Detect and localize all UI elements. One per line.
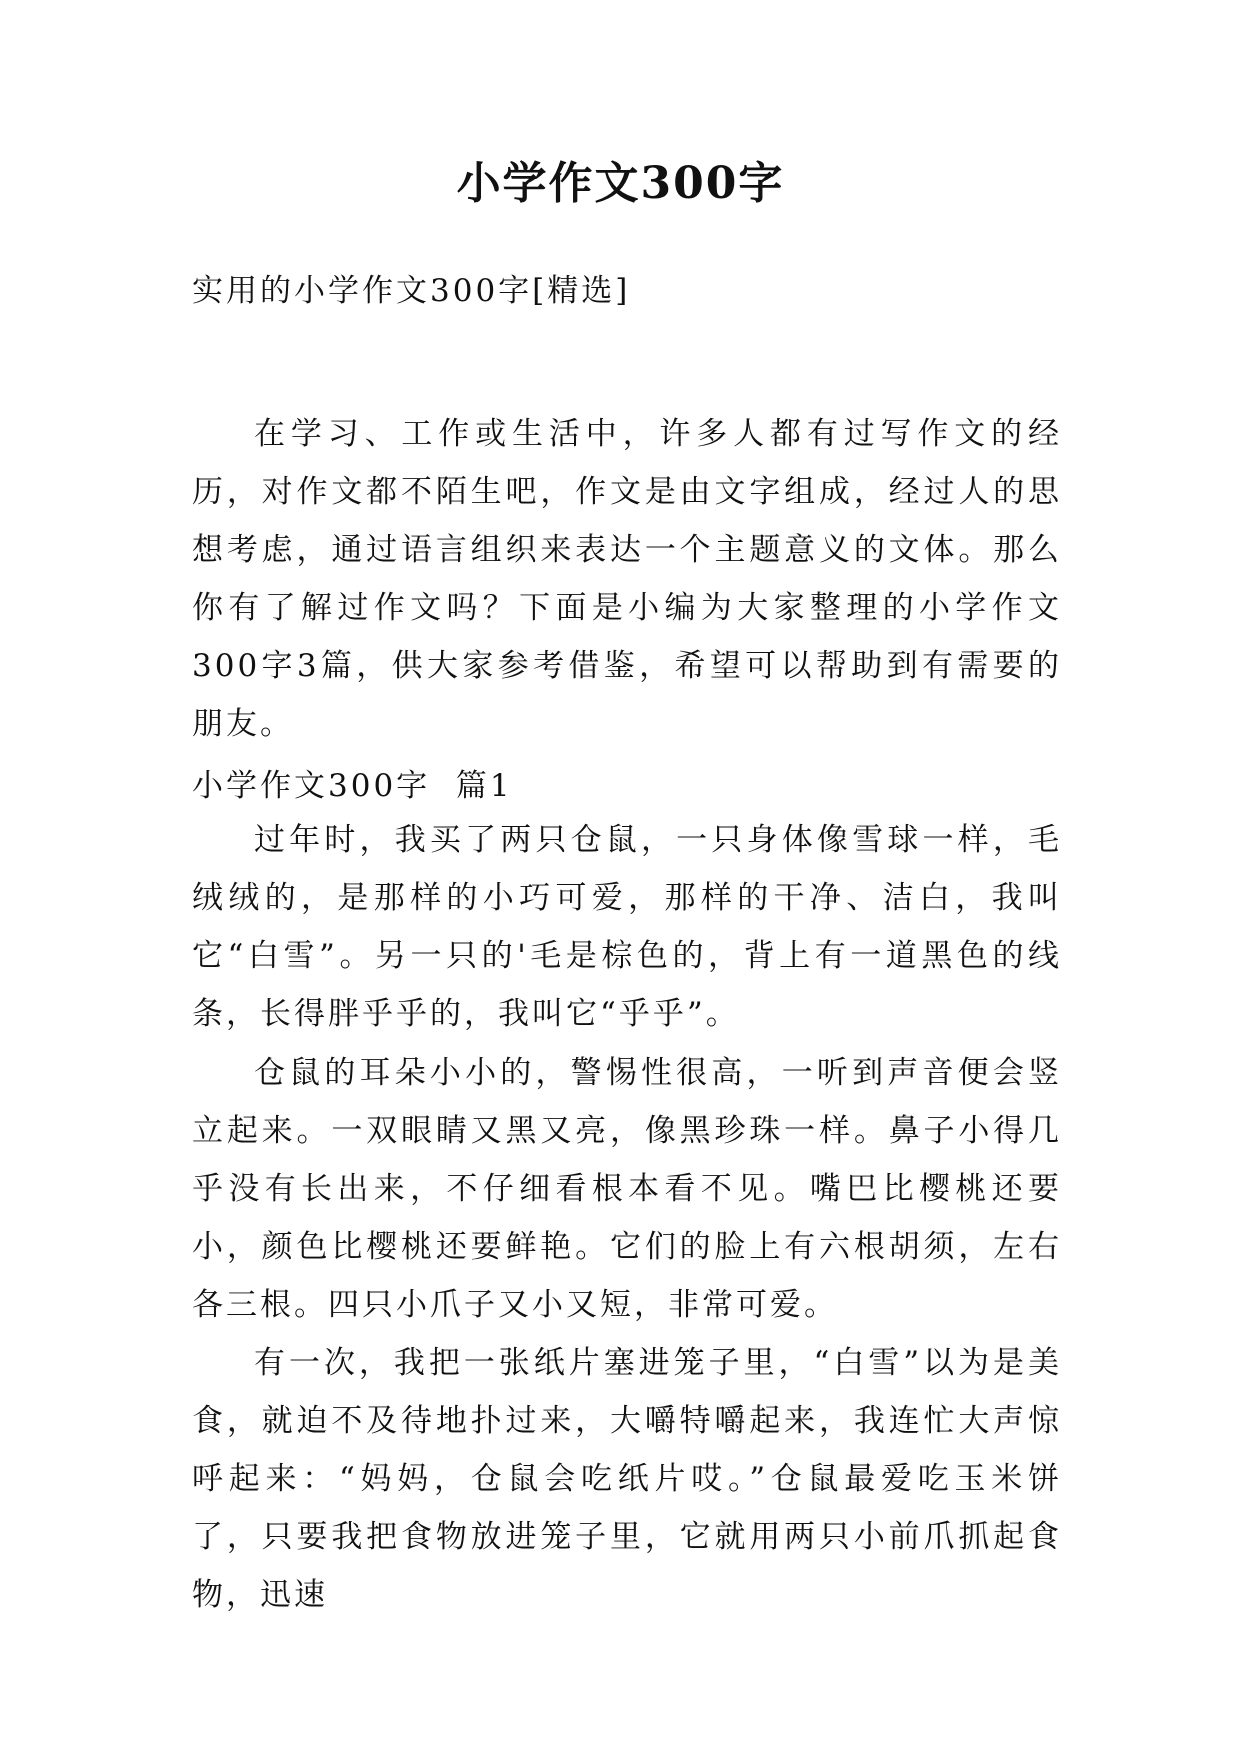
essay-paragraph-1-block	[192, 811, 1062, 1043]
essay-paragraph: 有一次，我把一张纸片塞进笼子里，“白雪”以为是美食，就迫不及待地扑过来，大嚼特嚼起来，我连忙大声惊呼起来：“妈妈，仓鼠会吃纸片哎。”仓鼠最爱吃玉米饼了，只要我把食物放进笼子里，它就用两只小前爪抓起食物，迅速	[192, 1345, 1062, 1613]
document-subtitle: 实用的小学作文300字[精选]	[192, 273, 631, 309]
document-title: 小学作文300字	[456, 158, 785, 209]
intro-section	[192, 405, 1062, 753]
essay-paragraph-2-block	[192, 1044, 1062, 1334]
section-heading: 小学作文300字 篇1	[192, 768, 513, 804]
essay-paragraph: 仓鼠的耳朵小小的，警惕性很高，一听到声音便会竖立起来。一双眼睛又黑又亮，像黑珍珠一样。鼻子小得几乎没有长出来，不仔细看根本看不见。嘴巴比樱桃还要小，颜色比樱桃还要鲜艳。它们的脸上有六根胡须，左右各三根。四只小爪子又小又短，非常可爱。	[192, 1055, 1062, 1323]
essay-paragraph-3-block	[192, 1334, 1062, 1624]
essay-paragraph: 过年时，我买了两只仓鼠，一只身体像雪球一样，毛绒绒的，是那样的小巧可爱，那样的干净、洁白，我叫它“白雪”。另一只的'毛是棕色的，背上有一道黑色的线条，长得胖乎乎的，我叫它“乎乎”。	[192, 822, 1062, 1032]
intro-paragraph: 在学习、工作或生活中，许多人都有过写作文的经历，对作文都不陌生吧，作文是由文字组成，经过人的思想考虑，通过语言组织来表达一个主题意义的文体。那么你有了解过作文吗？下面是小编为大家整理的小学作文300字3篇，供大家参考借鉴，希望可以帮助到有需要的朋友。	[192, 416, 1062, 742]
